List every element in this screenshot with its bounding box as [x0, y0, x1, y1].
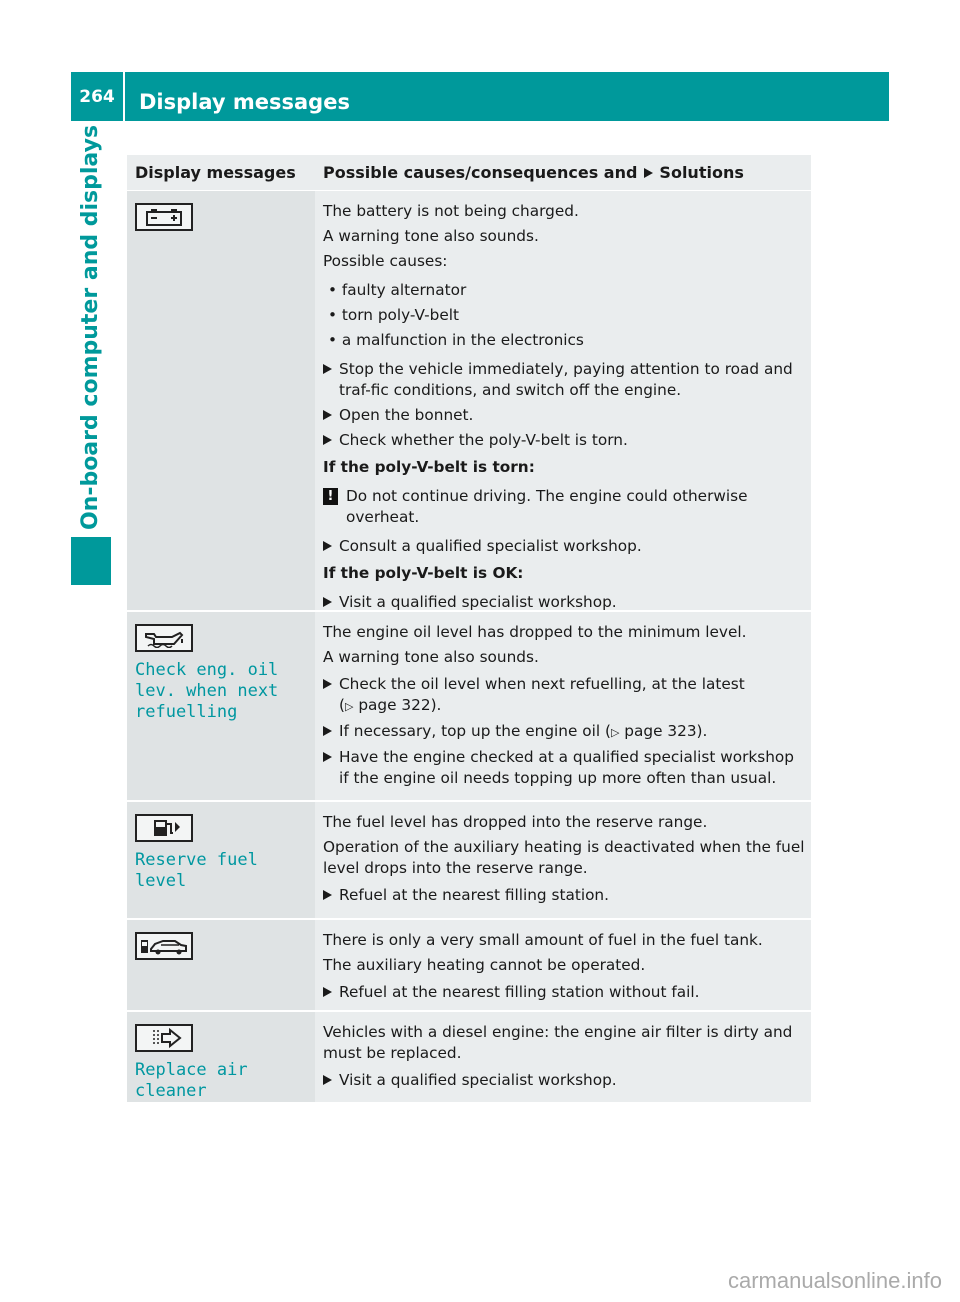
row-text: Vehicles with a diesel engine: the engine air filter is dirty and must be replaced.: [323, 1023, 793, 1062]
subheading: If the poly-V-belt is OK:: [323, 564, 524, 582]
row-text: The auxiliary heating cannot be operated.: [323, 956, 646, 974]
page-title: Display messages: [139, 90, 350, 114]
row-text: Operation of the auxiliary heating is deactivated when the fuel level drops into the reserve range.: [323, 838, 805, 877]
subheading: If the poly-V-belt is torn:: [323, 458, 535, 476]
side-tab-label: On-board computer and displays: [78, 124, 104, 530]
warning-note: ! Do not continue driving. The engine could otherwise overheat.: [323, 486, 805, 528]
oil-can-icon: [135, 624, 193, 652]
row-text: Possible causes:: [323, 252, 448, 270]
solution-arrow-icon: [644, 168, 653, 178]
row-text: The fuel level has dropped into the reserve range.: [323, 813, 708, 831]
list-item: • a malfunction in the electronics: [328, 331, 584, 349]
row-text: A warning tone also sounds.: [323, 227, 539, 245]
display-messages-table: [127, 155, 811, 1102]
battery-icon: [135, 203, 193, 231]
page-header: [71, 72, 889, 121]
action-item: Visit a qualified specialist workshop.: [323, 592, 805, 613]
action-item: Consult a qualified specialist workshop.: [323, 536, 805, 557]
fuel-pump-icon: [135, 814, 193, 842]
col1-header: Display messages: [135, 163, 296, 182]
list-item: • torn poly-V-belt: [328, 306, 460, 324]
row-text: The engine oil level has dropped to the minimum level.: [323, 623, 747, 641]
row-text: A warning tone also sounds.: [323, 648, 539, 666]
table-row: [127, 612, 811, 802]
display-message: Replace air cleaner: [135, 1060, 248, 1101]
exclamation-icon: !: [323, 488, 338, 505]
display-message: Reserve fuel level: [135, 850, 258, 891]
action-item: Check whether the poly-V-belt is torn.: [323, 430, 805, 451]
table-row: [127, 920, 811, 1012]
fuel-car-icon: [135, 932, 193, 960]
table-row: [127, 1012, 811, 1102]
table-row: [127, 191, 811, 612]
table-row: [127, 802, 811, 920]
row-text: There is only a very small amount of fuel in the fuel tank.: [323, 931, 763, 949]
air-filter-icon: [135, 1024, 193, 1052]
watermark: carmanualsonline.info: [727, 1268, 942, 1293]
display-message: Check eng. oil lev. when next refuelling: [135, 660, 279, 722]
col2-header: Possible causes/consequences and Solutions: [323, 163, 744, 182]
page-number: 264: [71, 72, 125, 121]
list-item: • faulty alternator: [328, 281, 467, 299]
action-item: Check the oil level when next refuelling, at the latest (▷ page 322).: [323, 674, 805, 717]
row-text: The battery is not being charged.: [323, 202, 579, 220]
action-item: Refuel at the nearest filling station.: [323, 885, 805, 906]
side-tab-block: [71, 537, 111, 585]
action-item: Stop the vehicle immediately, paying attention to road and traf-fic conditions, and switch off the engine.: [323, 359, 805, 401]
action-item: Open the bonnet.: [323, 405, 805, 426]
action-item: Refuel at the nearest filling station without fail.: [323, 982, 805, 1003]
action-item: Have the engine checked at a qualified specialist workshop if the engine oil needs topping up more often than usual.: [323, 747, 805, 789]
action-item: If necessary, top up the engine oil (▷ page 323).: [323, 721, 805, 743]
table-header: [127, 155, 811, 191]
action-item: Visit a qualified specialist workshop.: [323, 1070, 805, 1091]
side-tab: [71, 120, 111, 534]
